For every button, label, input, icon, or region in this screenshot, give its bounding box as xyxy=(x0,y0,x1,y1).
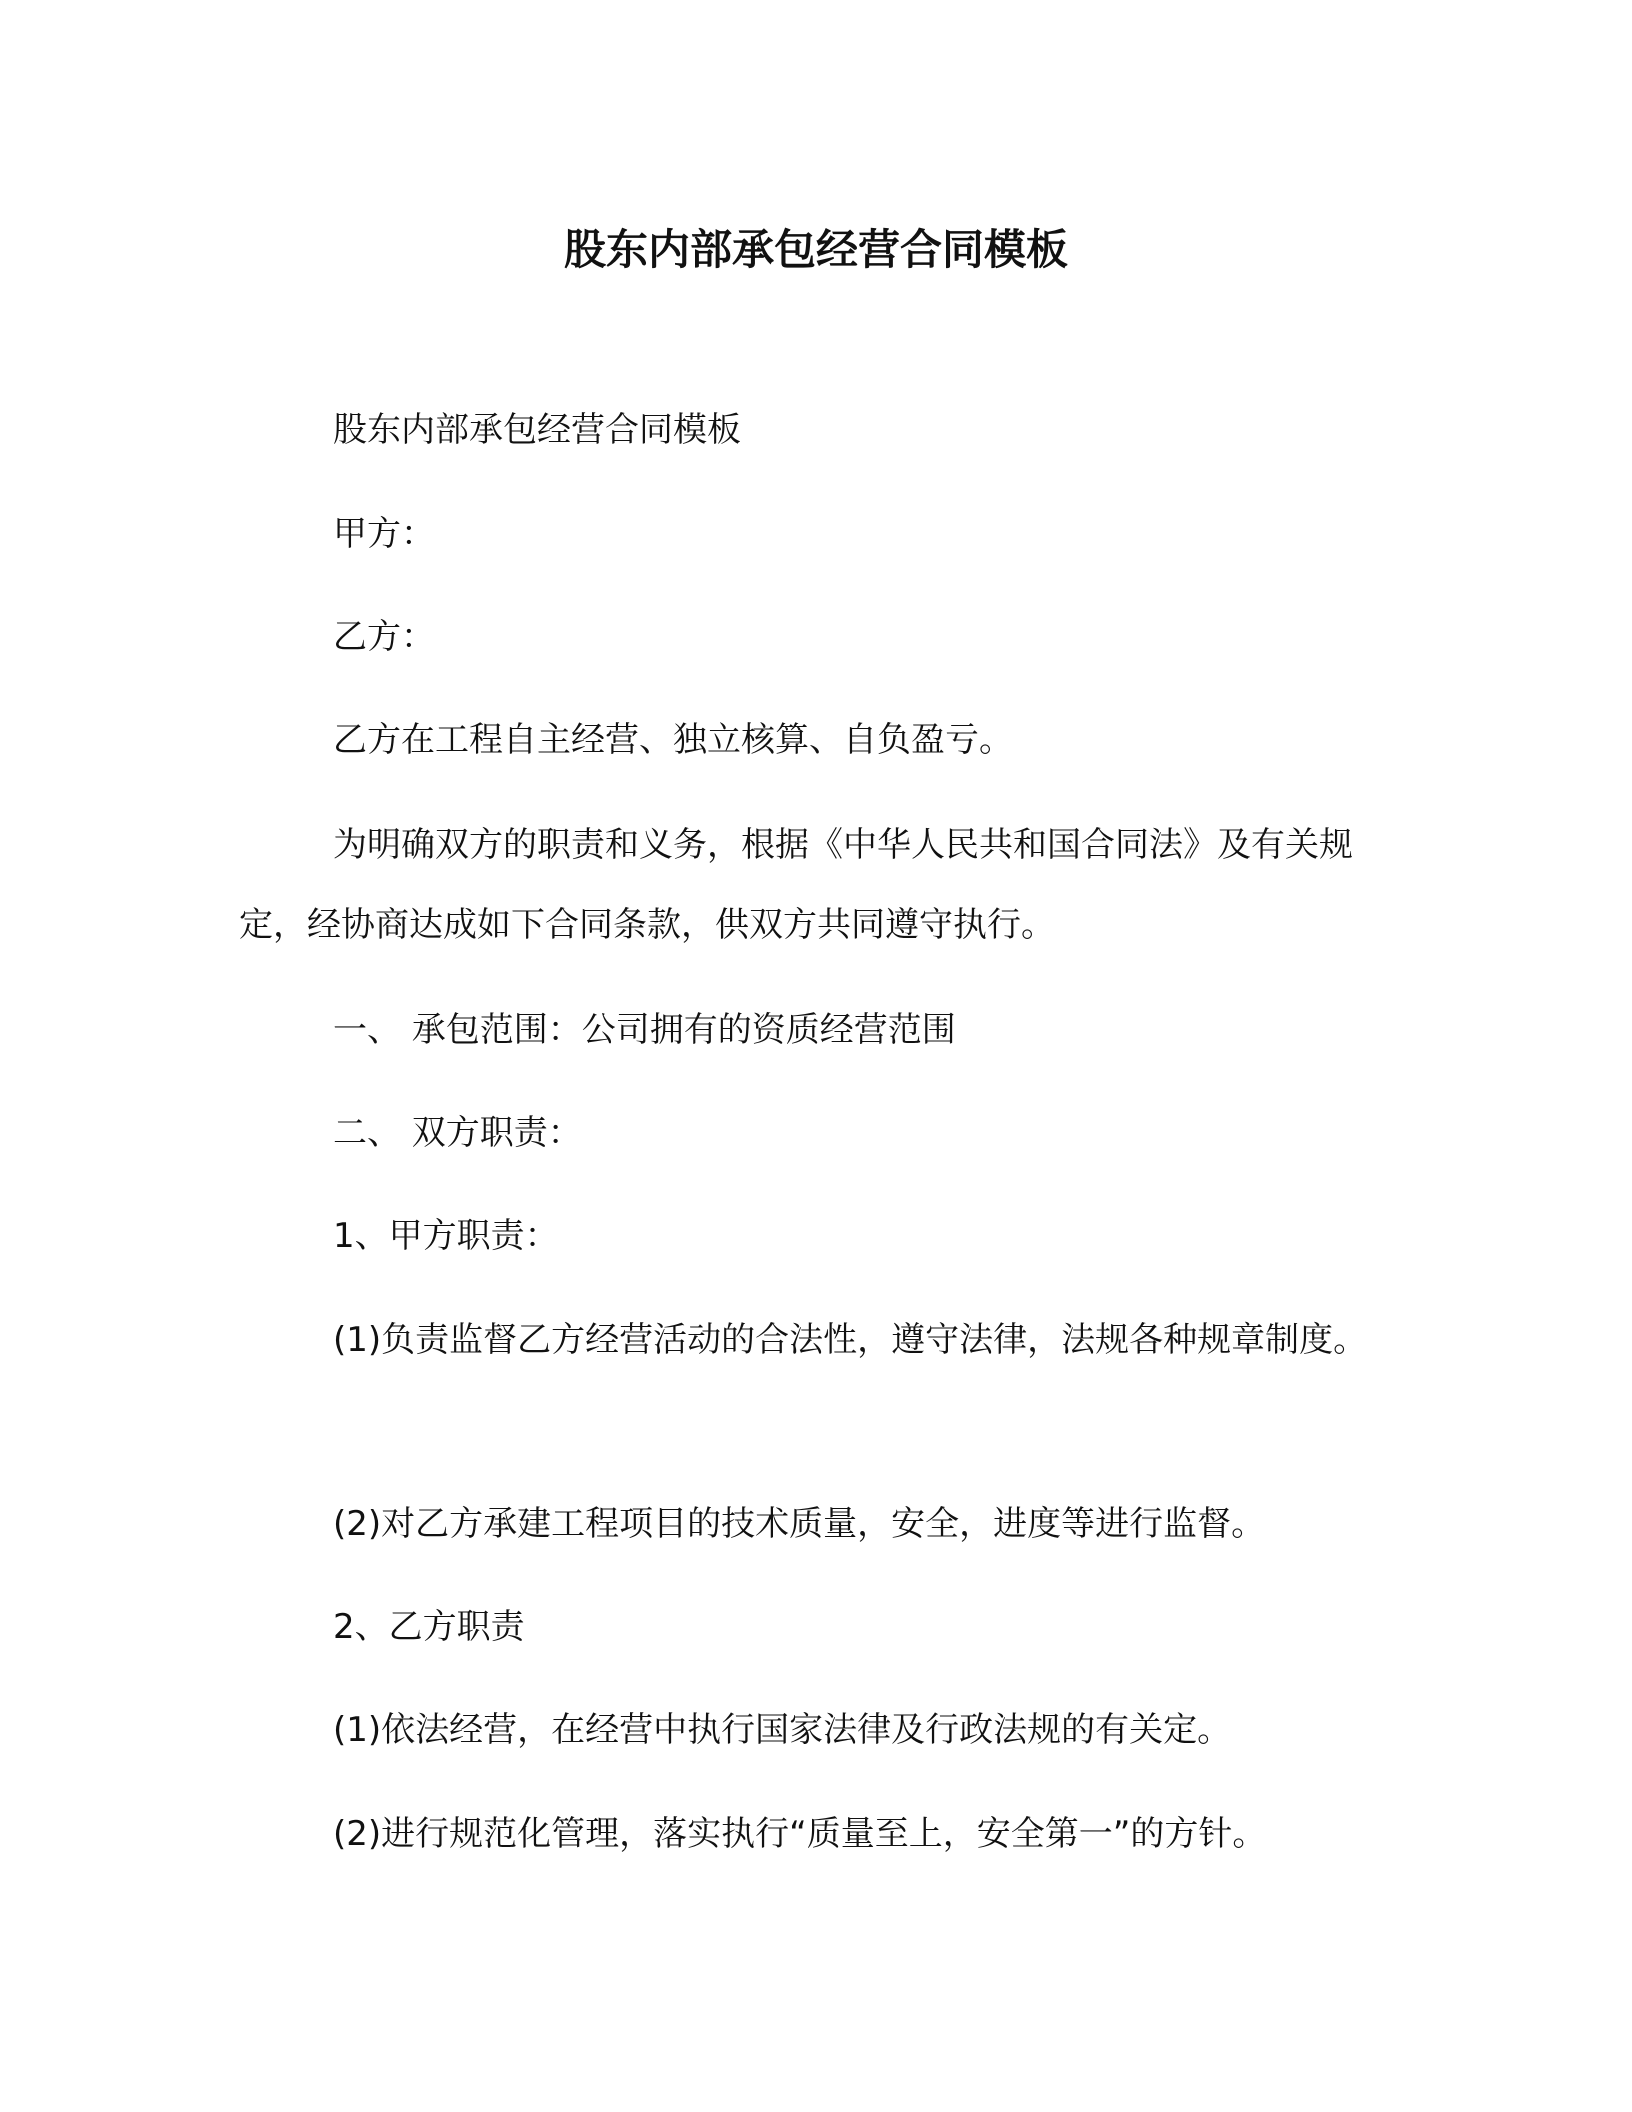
paragraph-party-a: 甲方： xyxy=(333,514,435,554)
paragraph-a-duty-2: (2)对乙方承建工程项目的技术质量，安全，进度等进行监督。 xyxy=(333,1504,1266,1544)
paragraph-b-duty-2: (2)进行规范化管理，落实执行“质量至上，安全第一”的方针。 xyxy=(333,1814,1267,1854)
document-title: 股东内部承包经营合同模板 xyxy=(563,225,1068,274)
paragraph-subtitle: 股东内部承包经营合同模板 xyxy=(333,410,741,450)
paragraph-scope: 一、 承包范围：公司拥有的资质经营范围 xyxy=(333,1010,956,1050)
paragraph-intro: 乙方在工程自主经营、独立核算、自负盈亏。 xyxy=(333,720,1013,760)
paragraph-purpose: 为明确双方的职责和义务，根据《中华人民共和国合同法》及有关规定，经协商达成如下合同条款，供双方共同遵守执行。 xyxy=(239,825,1353,945)
paragraph-party-b-duties: 2、乙方职责 xyxy=(333,1607,525,1647)
paragraph-duties-heading: 二、 双方职责： xyxy=(333,1113,582,1153)
paragraph-a-duty-1: (1)负责监督乙方经营活动的合法性，遵守法律，法规各种规章制度。 xyxy=(333,1320,1368,1360)
paragraph-party-a-duties: 1、甲方职责： xyxy=(333,1216,559,1256)
paragraph-party-b: 乙方： xyxy=(333,617,435,657)
paragraph-b-duty-1: (1)依法经营，在经营中执行国家法律及行政法规的有关定。 xyxy=(333,1710,1232,1750)
